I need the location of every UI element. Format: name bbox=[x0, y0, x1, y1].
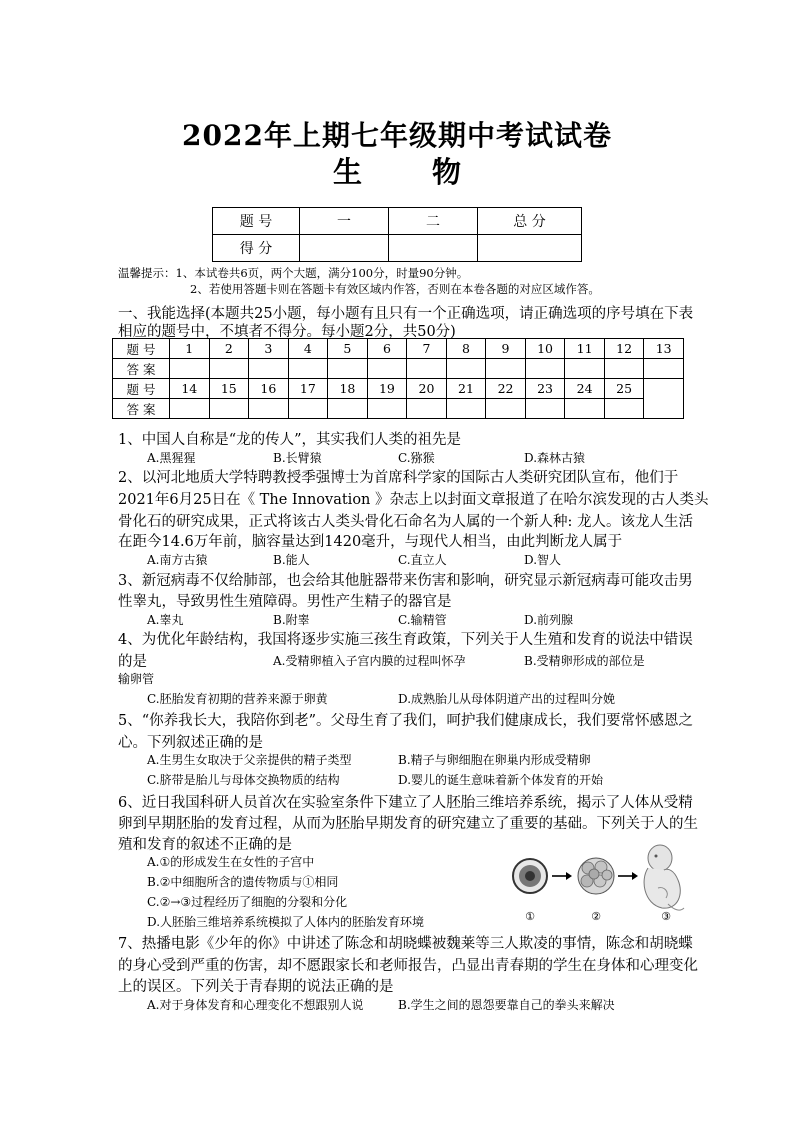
section-1-instruction-1: 一、我能选择(本题共25小题，每小题有且只有一个正确选项，请正确选项的序号填在下表 bbox=[118, 306, 694, 322]
q3-option-a[interactable]: A.睾丸 bbox=[147, 613, 184, 627]
q6-option-c[interactable]: C.②→③过程经历了细胞的分裂和分化 bbox=[147, 895, 348, 909]
answer-cell[interactable] bbox=[407, 399, 447, 419]
fetus-image bbox=[644, 845, 684, 910]
answer-no: 24 bbox=[565, 379, 605, 399]
answer-cell[interactable] bbox=[209, 399, 249, 419]
q3-option-c[interactable]: C.输精管 bbox=[398, 613, 447, 627]
q7-option-a[interactable]: A.对于身体发育和心理变化不想跟别人说 bbox=[147, 998, 364, 1012]
answer-no: 4 bbox=[288, 339, 328, 359]
q1-stem: 1、中国人自称是“龙的传人”，其实我们人类的祖先是 bbox=[118, 432, 462, 448]
q4-option-b-continued: 输卵管 bbox=[118, 672, 155, 686]
q2-option-b[interactable]: B.能人 bbox=[273, 553, 310, 567]
q6-line-1: 6、近日我国科研人员首次在实验室条件下建立了人胚胎三维培养系统，揭示了人体从受精 bbox=[118, 795, 693, 811]
answer-no: 6 bbox=[367, 339, 407, 359]
q6-line-3: 殖和发育的叙述不正确的是 bbox=[118, 837, 292, 853]
answer-cell[interactable] bbox=[407, 359, 447, 379]
q7-line-2: 的身心受到严重的伤害，却不愿跟家长和老师报告，凸显出青春期的学生在身体和心理变化 bbox=[118, 958, 698, 974]
figure-label-2: ② bbox=[591, 910, 601, 923]
answer-cell[interactable] bbox=[170, 399, 210, 419]
figure-label-1: ① bbox=[525, 910, 535, 923]
answer-no: 12 bbox=[604, 339, 644, 359]
answer-cell[interactable] bbox=[328, 399, 368, 419]
answer-cell[interactable] bbox=[249, 399, 289, 419]
answer-no: 11 bbox=[565, 339, 605, 359]
answer-no: 7 bbox=[407, 339, 447, 359]
answer-label-no: 题 号 bbox=[113, 339, 170, 359]
answer-no: 25 bbox=[604, 379, 644, 399]
answer-cell[interactable] bbox=[249, 359, 289, 379]
fertilized-egg-image bbox=[513, 859, 547, 893]
answer-no: 10 bbox=[525, 339, 565, 359]
answer-no: 13 bbox=[644, 339, 684, 359]
q6-option-d[interactable]: D.人胚胎三维培养系统模拟了人体内的胚胎发育环境 bbox=[147, 915, 425, 929]
q4-line-1: 4、为优化年龄结构，我国将逐步实施三孩生育政策，下列关于人生殖和发育的说法中错误 bbox=[118, 632, 693, 648]
q2-line-4: 在距今14.6万年前，脑容量达到1420毫升，与现代人相当，由此判断龙人属于 bbox=[118, 534, 623, 550]
answer-cell[interactable] bbox=[486, 359, 526, 379]
note-line-1: 温馨提示：1、本试卷共6页，两个大题，满分100分，时量90分钟。 bbox=[118, 266, 469, 280]
answer-no: 22 bbox=[486, 379, 526, 399]
answer-cell[interactable] bbox=[446, 399, 486, 419]
q5-option-b[interactable]: B.精子与卵细胞在卵巢内形成受精卵 bbox=[398, 753, 591, 767]
score-col-1: 一 bbox=[300, 208, 389, 235]
q4-option-b[interactable]: B.受精卵形成的部位是 bbox=[524, 654, 645, 668]
answer-cell[interactable] bbox=[367, 359, 407, 379]
answer-cell[interactable] bbox=[565, 399, 605, 419]
q4-option-c[interactable]: C.胚胎发育初期的营养来源于卵黄 bbox=[147, 692, 328, 706]
answer-no: 5 bbox=[328, 339, 368, 359]
answer-no: 8 bbox=[446, 339, 486, 359]
answer-no: 20 bbox=[407, 379, 447, 399]
answer-no: 19 bbox=[367, 379, 407, 399]
answer-no: 21 bbox=[446, 379, 486, 399]
score-table bbox=[212, 207, 582, 262]
q1-option-a[interactable]: A.黑猩猩 bbox=[147, 451, 196, 465]
q7-line-1: 7、热播电影《少年的你》中讲述了陈念和胡晓蝶被魏莱等三人欺凌的事情，陈念和胡晓蝶 bbox=[118, 936, 693, 952]
note-line-2: 2、若使用答题卡则在答题卡有效区域内作答，否则在本卷各题的对应区域作答。 bbox=[190, 282, 600, 296]
answer-no: 3 bbox=[249, 339, 289, 359]
q7-option-b[interactable]: B.学生之间的恩怨要靠自己的拳头来解决 bbox=[398, 998, 615, 1012]
answer-no: 9 bbox=[486, 339, 526, 359]
q1-option-c[interactable]: C.猕猴 bbox=[398, 451, 435, 465]
q4-option-a[interactable]: A.受精卵植入子宫内膜的过程叫怀孕 bbox=[273, 654, 466, 668]
q6-option-a[interactable]: A.①的形成发生在女性的子宫中 bbox=[147, 855, 315, 869]
q3-option-d[interactable]: D.前列腺 bbox=[524, 613, 574, 627]
subject-title: 生 物 bbox=[332, 155, 492, 189]
q7-line-3: 上的误区。下列关于青春期的说法正确的是 bbox=[118, 979, 394, 995]
answer-cell[interactable] bbox=[170, 359, 210, 379]
q4-option-d[interactable]: D.成熟胎儿从母体阴道产出的过程叫分娩 bbox=[398, 692, 616, 706]
answer-no: 2 bbox=[209, 339, 249, 359]
arrow-head-icon bbox=[632, 872, 638, 880]
q5-line-1: 5、“你养我长大，我陪你到老”。父母生育了我们，呵护我们健康成长，我们要常怀感恩之 bbox=[118, 713, 694, 729]
q5-option-c[interactable]: C.脐带是胎儿与母体交换物质的结构 bbox=[147, 773, 340, 787]
q2-line-3: 骨化石的研究成果，正式将该古人类头骨化石命名为人属的一个新人种: 龙人。该龙人生活 bbox=[118, 514, 693, 530]
answer-cell[interactable] bbox=[565, 359, 605, 379]
answer-label-no: 题 号 bbox=[113, 379, 170, 399]
answer-cell[interactable] bbox=[446, 359, 486, 379]
exam-title: 2022年上期七年级期中考试试卷 bbox=[182, 119, 612, 152]
section-1-instruction-2: 相应的题号中，不填者不得分。每小题2分，共50分) bbox=[118, 324, 456, 340]
answer-cell[interactable] bbox=[486, 399, 526, 419]
q5-option-d[interactable]: D.婴儿的诞生意味着新个体发育的开始 bbox=[398, 773, 604, 787]
answer-no: 1 bbox=[170, 339, 210, 359]
q5-line-2: 心。下列叙述正确的是 bbox=[118, 735, 263, 751]
score-col-total: 总 分 bbox=[478, 208, 582, 235]
q4-line-2: 的是 bbox=[118, 654, 147, 670]
answer-label-ans: 答 案 bbox=[113, 359, 170, 379]
answer-no: 17 bbox=[288, 379, 328, 399]
morula-image bbox=[578, 858, 614, 894]
score-cell[interactable] bbox=[478, 235, 582, 262]
answer-label-ans: 答 案 bbox=[113, 399, 170, 419]
arrow-head-icon bbox=[566, 872, 572, 880]
answer-cell[interactable] bbox=[328, 359, 368, 379]
answer-cell[interactable] bbox=[525, 399, 565, 419]
answer-no: 18 bbox=[328, 379, 368, 399]
answer-no: 16 bbox=[249, 379, 289, 399]
q6-line-2: 卵到早期胚胎的发育过程，从而为胚胎早期发育的研究建立了重要的基础。下列关于人的生 bbox=[118, 816, 698, 832]
score-cell[interactable] bbox=[389, 235, 478, 262]
answer-cell[interactable] bbox=[604, 359, 644, 379]
q2-option-a[interactable]: A.南方古猿 bbox=[147, 553, 208, 567]
answer-no: 15 bbox=[209, 379, 249, 399]
answer-no: 14 bbox=[170, 379, 210, 399]
answer-cell[interactable] bbox=[367, 399, 407, 419]
answer-cell[interactable] bbox=[644, 359, 684, 379]
q2-option-d[interactable]: D.智人 bbox=[524, 553, 562, 567]
answer-empty-cell bbox=[644, 379, 684, 419]
q5-option-a[interactable]: A.生男生女取决于父亲提供的精子类型 bbox=[147, 753, 352, 767]
q2-option-c[interactable]: C.直立人 bbox=[398, 553, 447, 567]
q3-option-b[interactable]: B.附睾 bbox=[273, 613, 310, 627]
q6-option-b[interactable]: B.②中细胞所含的遗传物质与①相同 bbox=[147, 875, 339, 889]
q1-option-d[interactable]: D.森林古猿 bbox=[524, 451, 586, 465]
answer-cell[interactable] bbox=[525, 359, 565, 379]
score-col-2: 二 bbox=[389, 208, 478, 235]
answer-cell[interactable] bbox=[288, 359, 328, 379]
answer-cell[interactable] bbox=[604, 399, 644, 419]
answer-table bbox=[112, 338, 684, 419]
figure-label-3: ③ bbox=[661, 910, 671, 923]
q2-line-1: 2、以河北地质大学特聘教授季强博士为首席科学家的国际古人类研究团队宣布，他们于 bbox=[118, 470, 679, 486]
q3-line-1: 3、新冠病毒不仅给肺部，也会给其他脏器带来伤害和影响，研究显示新冠病毒可能攻击男 bbox=[118, 573, 693, 589]
q1-option-b[interactable]: B.长臂猿 bbox=[273, 451, 322, 465]
q3-line-2: 性睾丸，导致男性生殖障碍。男性产生精子的器官是 bbox=[118, 594, 452, 610]
answer-no: 23 bbox=[525, 379, 565, 399]
score-cell[interactable] bbox=[300, 235, 389, 262]
q2-line-2: 2021年6月25日在《 The Innovation 》杂志上以封面文章报道了在哈尔滨发现的古人类头 bbox=[118, 492, 709, 508]
embryo-development-figure bbox=[508, 838, 694, 926]
answer-cell[interactable] bbox=[288, 399, 328, 419]
score-label-no: 题 号 bbox=[213, 208, 300, 235]
answer-cell[interactable] bbox=[209, 359, 249, 379]
score-label-points: 得 分 bbox=[213, 235, 300, 262]
